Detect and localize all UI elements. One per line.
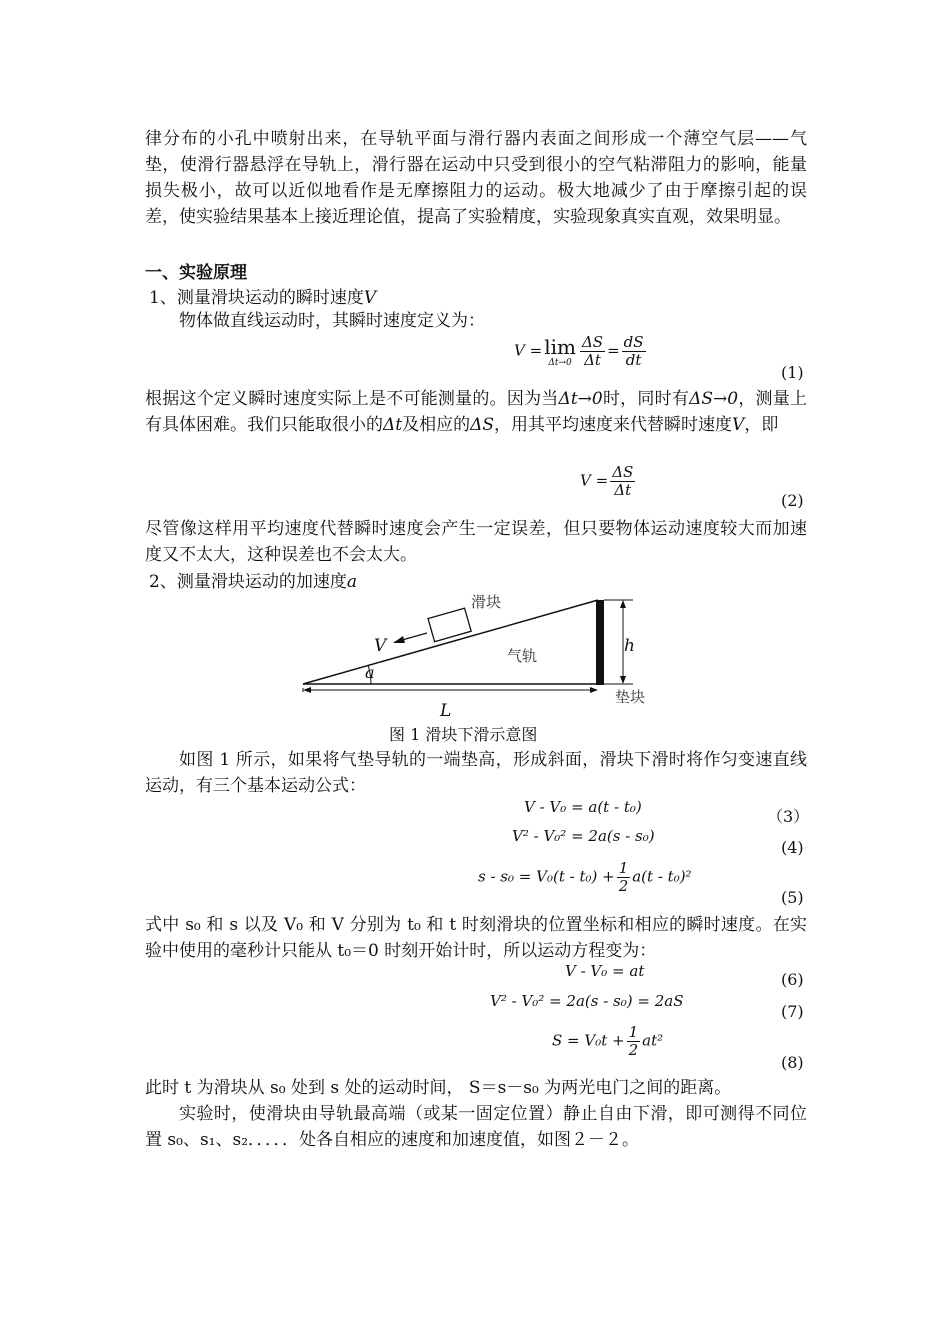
- eq2-lhs: V: [580, 471, 591, 490]
- subheading-velocity: [149, 283, 376, 308]
- eq2-fraction: [610, 464, 635, 499]
- equation-8-label: (8): [781, 1053, 804, 1072]
- equation-4-label: (4): [781, 838, 804, 857]
- equation-5-label: (5): [781, 888, 804, 907]
- pa1-b: Δt→0: [558, 389, 603, 409]
- block-label: 垫块: [615, 688, 646, 706]
- figure-incline-diagram: [295, 585, 665, 720]
- eq2-num: ΔS: [612, 463, 634, 481]
- eq2-den: Δt: [614, 481, 632, 499]
- eq1-num2: dS: [623, 333, 644, 351]
- pa1-e: ，测量上有具体困难。我们只能取很小的: [145, 389, 808, 435]
- pa1-i: ，用其平均速度来代替瞬时速度: [494, 415, 733, 435]
- length-label: L: [440, 701, 452, 720]
- intro-paragraph: 律分布的小孔中喷射出来，在导轨平面与滑行器内表面之间形成一个薄空气层——气垫，使滑行器悬浮在导轨上，滑行器在运动中只受到很小的空气粘滞阻力的影响，能量损失极小，故可以近似地看作是无摩擦阻力的运动。极大地减少了由于摩擦引起的误差，使实验结果基本上接近理论值，提高了实验精度，实验现象真实直观，效果明显。: [145, 129, 807, 227]
- subheading-acceleration-label: 2、测量滑块运动的加速度: [149, 572, 347, 592]
- eq8-right: at²: [642, 1031, 664, 1050]
- eq5-fraction: [617, 860, 631, 895]
- velocity-arrow-head: [393, 636, 405, 643]
- length-arrow-left: [303, 687, 311, 693]
- pa1-c: 时，同时有: [602, 389, 690, 409]
- eq1-num1: ΔS: [581, 333, 604, 351]
- equation-2-label: (2): [781, 491, 804, 510]
- figure-caption: 图 1 滑块下滑示意图: [389, 725, 538, 744]
- eq8-num: 1: [628, 1023, 639, 1041]
- eq5-left: s - s₀ = V₀(t - t₀) +: [478, 867, 615, 886]
- eq1-den2: dt: [625, 351, 642, 369]
- equation-8: [552, 1024, 663, 1059]
- support-block: [596, 600, 604, 685]
- velocity-label: V: [374, 636, 387, 656]
- equation-6-label: (6): [781, 970, 804, 989]
- track-label: 气轨: [507, 647, 538, 665]
- angle-label: a: [365, 663, 375, 682]
- paragraph-after-eq1: [145, 386, 807, 438]
- equation-6: V - V₀ = at: [565, 962, 645, 980]
- equation-7-label: (7): [781, 1002, 804, 1021]
- eq1-den1: Δt: [584, 351, 601, 369]
- equation-7: V² - V₀² = 2a(s - s₀) = 2aS: [490, 992, 684, 1010]
- pa1-k: ，即: [744, 415, 779, 435]
- equation-1-label: (1): [781, 363, 804, 382]
- eq1-lim-word: lim: [544, 334, 576, 359]
- pa1-g: 及相应的: [402, 415, 471, 435]
- equation-3-label: （3）: [767, 807, 810, 826]
- eq5-num: 1: [618, 859, 629, 877]
- eq1-fraction-2: [622, 334, 646, 369]
- subheading-velocity-var: V: [363, 288, 377, 308]
- equation-5: [478, 860, 692, 895]
- slider-block: [428, 608, 471, 641]
- paragraph-after-eq5: 式中 s₀ 和 s 以及 V₀ 和 V 分别为 t₀ 和 t 时刻滑块的位置坐标和相应的瞬时速度。在实验中使用的毫秒计只能从 t₀＝0 时刻开始计时，所以运动方程变为：: [145, 915, 807, 961]
- equation-3: V - V₀ = a(t - t₀): [524, 798, 642, 816]
- length-arrow-right: [590, 687, 598, 693]
- eq1-fraction-1: [580, 334, 605, 369]
- eq5-den: 2: [618, 877, 629, 895]
- section-heading: 一、实验原理: [145, 263, 247, 283]
- paragraph-after-eq2: 尽管像这样用平均速度代替瞬时速度会产生一定误差，但只要物体运动速度较大而加速度又不太大，这种误差也不会太大。: [145, 519, 807, 565]
- paragraph-figure: 如图 1 所示，如果将气垫导轨的一端垫高，形成斜面，滑块下滑时将作匀变速直线运动，有三个基本运动公式：: [145, 750, 807, 796]
- pa1-j: V: [732, 415, 745, 435]
- equation-2: V = $\frac{\Delta S}{\Delta t}$: [580, 463, 634, 499]
- eq8-fraction: [627, 1024, 641, 1059]
- definition-paragraph: 物体做直线运动时，其瞬时速度定义为：: [179, 311, 485, 331]
- paragraph-after-eq8: 此时 t 为滑块从 s₀ 处到 s 处的运动时间， S＝s－s₀ 为两光电门之间的距离。: [145, 1078, 732, 1098]
- pa1-d: ΔS→0: [689, 389, 739, 409]
- equation-4: V² - V₀² = 2a(s - s₀): [512, 827, 655, 845]
- eq8-den: 2: [628, 1041, 639, 1059]
- subheading-velocity-label: 1、测量滑块运动的瞬时速度: [149, 288, 364, 308]
- height-arrow-bottom: [620, 676, 626, 684]
- pa1-a: 根据这个定义瞬时速度实际上是不可能测量的。因为当: [145, 389, 559, 409]
- eq1-lhs: V: [514, 341, 525, 360]
- final-paragraph: 实验时，使滑块由导轨最高端（或某一固定位置）静止自由下滑，即可测得不同位置 s₀、s₁、s₂．．．．．处各自相应的速度和加速度值，如图２－２。: [145, 1104, 807, 1150]
- subheading-acceleration-var: a: [346, 572, 357, 592]
- equation-1: V = lim Δt→0 $\frac{\Delta S}{\Delta t}$ = $\frac{dS}{dt}$: [514, 333, 644, 369]
- eq1-limit: [544, 336, 576, 368]
- pa1-f: Δt: [383, 415, 403, 435]
- eq8-left: S = V₀t +: [552, 1031, 625, 1050]
- eq5-right: a(t - t₀)²: [632, 867, 692, 886]
- slider-label: 滑块: [471, 593, 502, 611]
- pa1-h: ΔS: [470, 415, 495, 435]
- height-label: h: [624, 636, 635, 656]
- height-arrow-top: [620, 600, 626, 608]
- eq1-lim-sub: Δt→0: [548, 357, 572, 368]
- slider-group: [428, 608, 471, 641]
